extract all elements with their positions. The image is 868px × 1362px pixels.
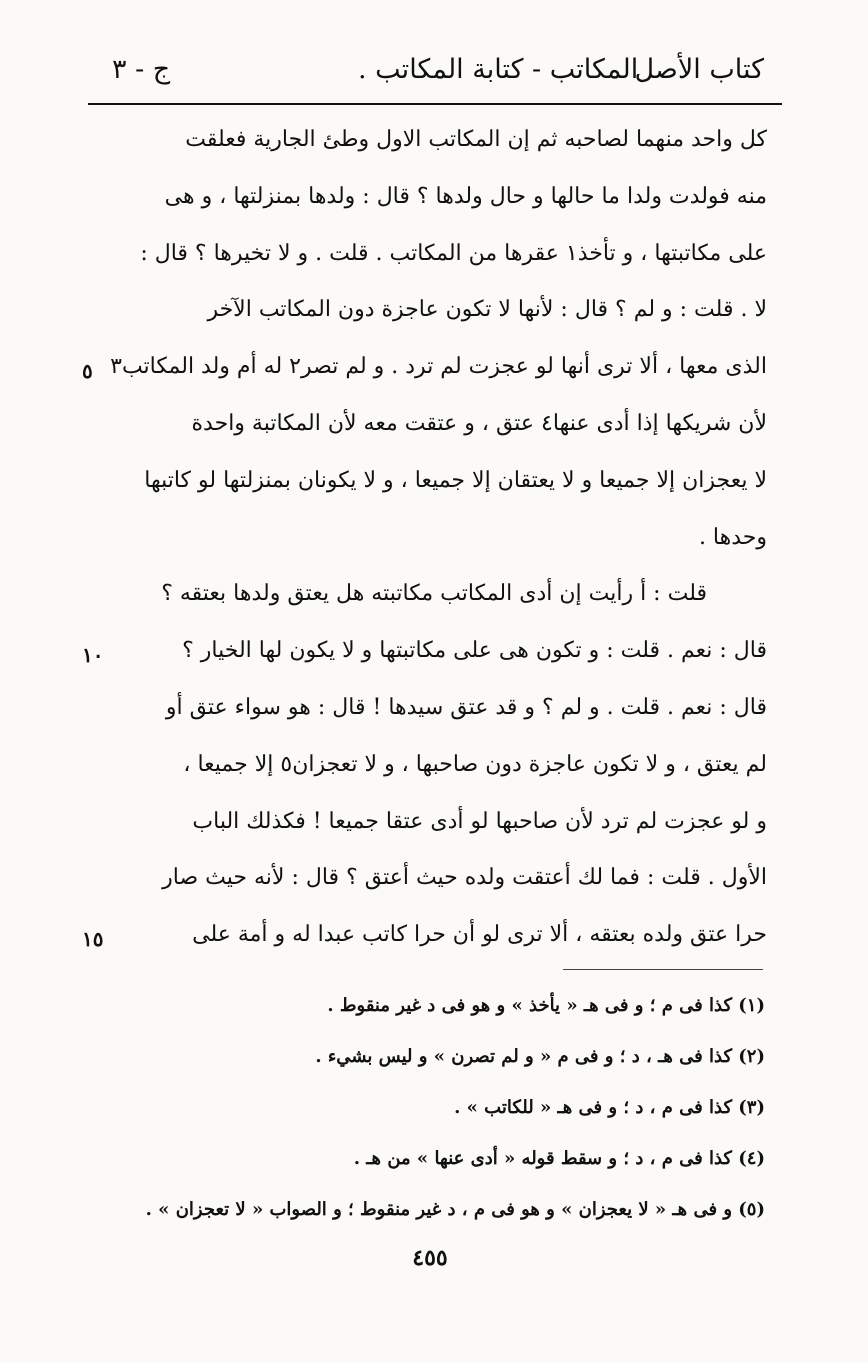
text-line: و لو عجزت لم ترد لأن صاحبها لو أدى عتقا جميعا ! فكذلك الباب <box>192 808 767 834</box>
text-line: الأول . قلت : فما لك أعتقت ولده حيث أعتق ؟ قال : لأنه حيث صار <box>162 865 767 891</box>
footnote: (١) كذا فى م ؛ و فى هـ « يأخذ » و هو فى د غير منقوط . <box>327 995 765 1016</box>
page-number: ٤٥٥ <box>412 1245 448 1271</box>
line-number-15: ١٥ <box>82 927 104 951</box>
footnote: (٣) كذا فى م ، د ؛ و فى هـ « للكاتب » . <box>454 1097 765 1118</box>
volume-label: ج - ٣ <box>112 54 171 85</box>
running-header <box>88 44 778 96</box>
footnote: (٤) كذا فى م ، د ؛ و سقط قوله « أدى عنها » من هـ . <box>353 1148 765 1169</box>
text-line: لا يعجزان إلا جميعا و لا يعتقان إلا جميعا ، و لا يكونان بمنزلتها لو كاتبها <box>144 467 767 493</box>
header-rule <box>88 103 782 105</box>
text-line: لأن شريكها إذا أدى عنها٤ عتق ، و عتقت معه لأن المكاتبة واحدة <box>191 410 767 436</box>
line-number-5: ٥ <box>82 359 93 383</box>
text-line: وحدها . <box>698 524 767 550</box>
line-number-10: ١٠ <box>82 643 104 667</box>
text-line: قلت : أ رأيت إن أدى المكاتب مكاتبته هل يعتق ولدها بعتقه ؟ <box>161 581 707 607</box>
text-line: قال : نعم . قلت : و تكون هى على مكاتبتها و لا يكون لها الخيار ؟ <box>182 638 767 664</box>
text-line: الذى معها ، ألا ترى أنها لو عجزت لم ترد . و لم تصر٢ له أم ولد المكاتب٣ <box>110 354 767 380</box>
main-text <box>112 112 767 964</box>
book-title: كتاب الأصل <box>634 54 764 85</box>
text-line: لم يعتق ، و لا تكون عاجزة دون صاحبها ، و لا تعجزان٥ إلا جميعا ، <box>183 751 767 777</box>
footnotes <box>100 980 765 1235</box>
text-line: قال : نعم . قلت . و لم ؟ و قد عتق سيدها ! قال : هو سواء عتق أو <box>165 694 767 720</box>
chapter-title: المكاتب - كتابة المكاتب . <box>358 54 639 85</box>
footnote-separator <box>563 969 763 970</box>
text-line: حرا عتق ولده بعتقه ، ألا ترى لو أن حرا كاتب عبدا له و أمة على <box>192 922 767 948</box>
text-line: على مكاتبتها ، و تأخذ١ عقرها من المكاتب . قلت . و لا تخيرها ؟ قال : <box>140 240 767 266</box>
text-line: منه فولدت ولدا ما حالها و حال ولدها ؟ قال : ولدها بمنزلتها ، و هى <box>164 183 767 209</box>
footnote: (٢) كذا فى هـ ، د ؛ و فى م « و لم تصرن » و ليس بشيء . <box>315 1046 765 1067</box>
text-line: لا . قلت : و لم ؟ قال : لأنها لا تكون عاجزة دون المكاتب الآخر <box>207 297 767 323</box>
footnote: (٥) و فى هـ « لا يعجزان » و هو فى م ، د غير منقوط ؛ و الصواب « لا تعجزان » . <box>145 1199 765 1220</box>
text-line: كل واحد منهما لصاحبه ثم إن المكاتب الاول وطئ الجارية فعلقت <box>185 127 767 152</box>
